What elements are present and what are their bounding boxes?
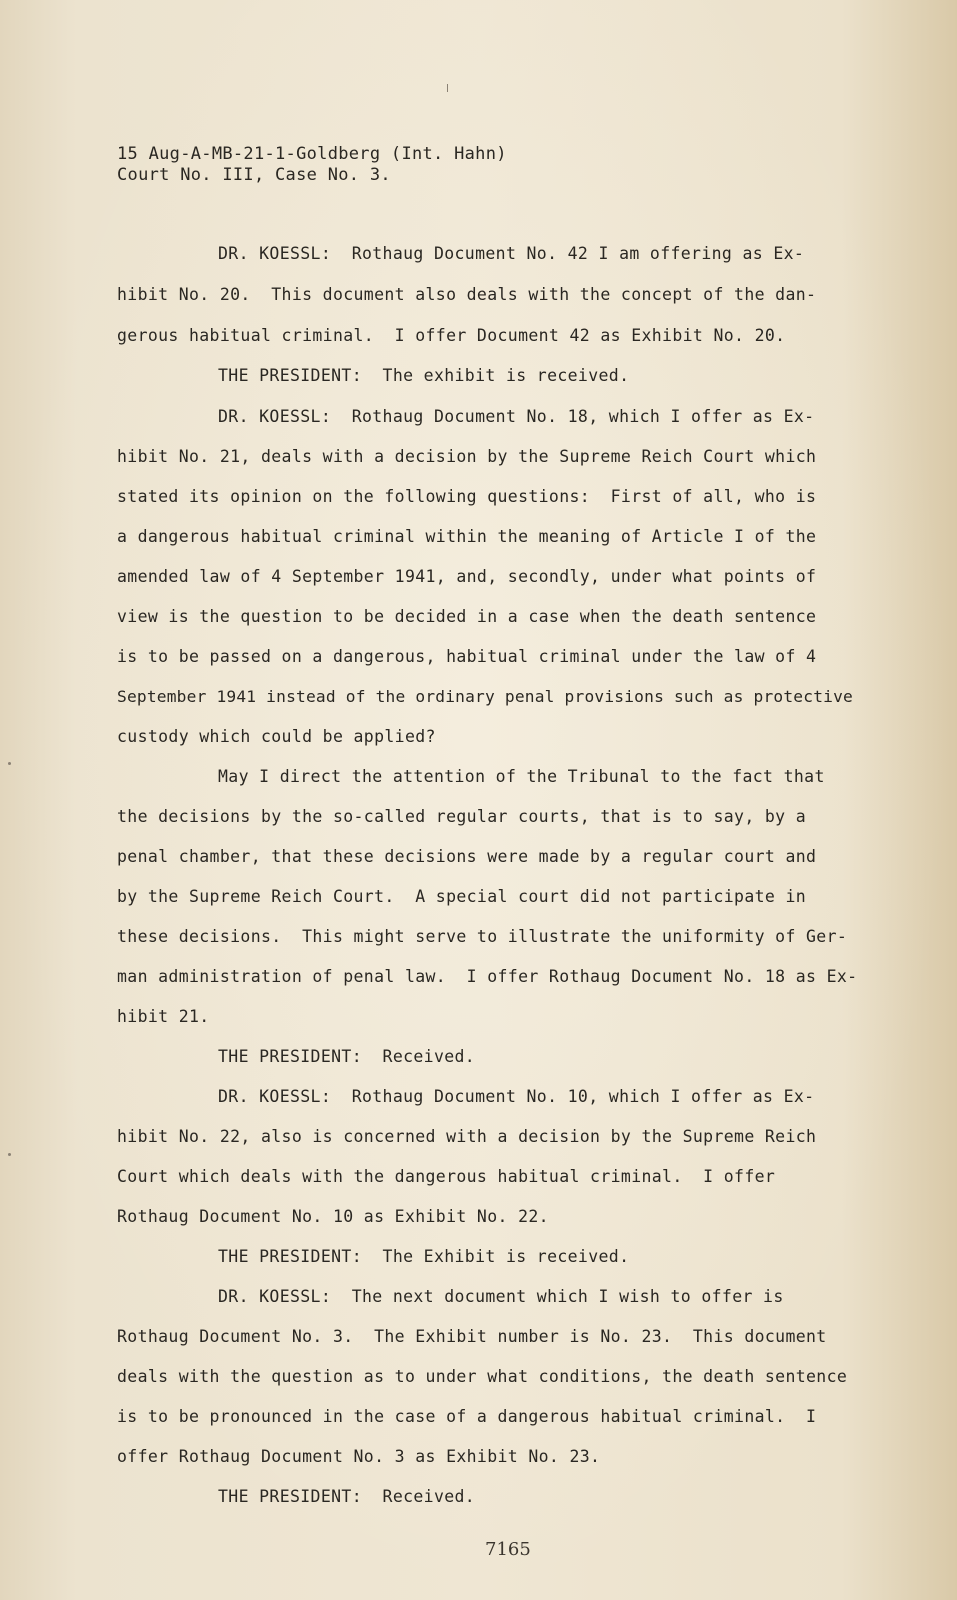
body-line: amended law of 4 September 1941, and, secondly, under what points of (117, 567, 817, 586)
body-line: hibit No. 20. This document also deals with the concept of the dan- (117, 285, 817, 304)
body-line: DR. KOESSL: Rothaug Document No. 10, which I offer as Ex- (218, 1087, 815, 1106)
body-line: THE PRESIDENT: The Exhibit is received. (218, 1247, 630, 1266)
body-line: September 1941 instead of the ordinary penal provisions such as protective (117, 687, 853, 706)
body-line: Rothaug Document No. 10 as Exhibit No. 22. (117, 1207, 549, 1226)
body-line: is to be pronounced in the case of a dangerous habitual criminal. I (117, 1407, 817, 1426)
body-line: stated its opinion on the following questions: First of all, who is (117, 487, 817, 506)
body-line: offer Rothaug Document No. 3 as Exhibit No. 23. (117, 1447, 601, 1466)
body-line: custody which could be applied? (117, 727, 436, 746)
body-line: penal chamber, that these decisions were made by a regular court and (117, 847, 817, 866)
paper-speck (8, 762, 11, 765)
body-line: DR. KOESSL: The next document which I wish to offer is (218, 1287, 784, 1306)
paper-speck (8, 1153, 11, 1156)
body-line: THE PRESIDENT: Received. (218, 1487, 476, 1506)
body-line: is to be passed on a dangerous, habitual criminal under the law of 4 (117, 647, 817, 666)
body-line: THE PRESIDENT: The exhibit is received. (218, 366, 630, 385)
body-line: THE PRESIDENT: Received. (218, 1047, 476, 1066)
body-line: hibit No. 21, deals with a decision by the Supreme Reich Court which (117, 447, 817, 466)
header-court-line: Court No. III, Case No. 3. (117, 165, 391, 185)
body-line: May I direct the attention of the Tribunal to the fact that (218, 767, 825, 786)
body-line: DR. KOESSL: Rothaug Document No. 42 I am offering as Ex- (218, 244, 805, 263)
page-number: 7165 (485, 1539, 531, 1560)
body-line: by the Supreme Reich Court. A special court did not participate in (117, 887, 807, 906)
body-line: view is the question to be decided in a case when the death sentence (117, 607, 817, 626)
body-line: hibit No. 22, also is concerned with a decision by the Supreme Reich (117, 1127, 817, 1146)
body-line: hibit 21. (117, 1007, 210, 1026)
body-line: DR. KOESSL: Rothaug Document No. 18, which I offer as Ex- (218, 407, 815, 426)
body-line: these decisions. This might serve to illustrate the uniformity of Ger- (117, 927, 848, 946)
body-line: a dangerous habitual criminal within the meaning of Article I of the (117, 527, 817, 546)
body-line: gerous habitual criminal. I offer Document 42 as Exhibit No. 20. (117, 326, 786, 345)
body-line: man administration of penal law. I offer Rothaug Document No. 18 as Ex- (117, 967, 858, 986)
body-line: Court which deals with the dangerous habitual criminal. I offer (117, 1167, 776, 1186)
body-line: deals with the question as to under what conditions, the death sentence (117, 1367, 848, 1386)
paper-mark (447, 84, 448, 92)
transcript-header (117, 144, 507, 186)
body-line: Rothaug Document No. 3. The Exhibit number is No. 23. This document (117, 1327, 827, 1346)
body-line: the decisions by the so-called regular courts, that is to say, by a (117, 807, 807, 826)
header-session-line: 15 Aug-A-MB-21-1-Goldberg (Int. Hahn) (117, 144, 507, 164)
